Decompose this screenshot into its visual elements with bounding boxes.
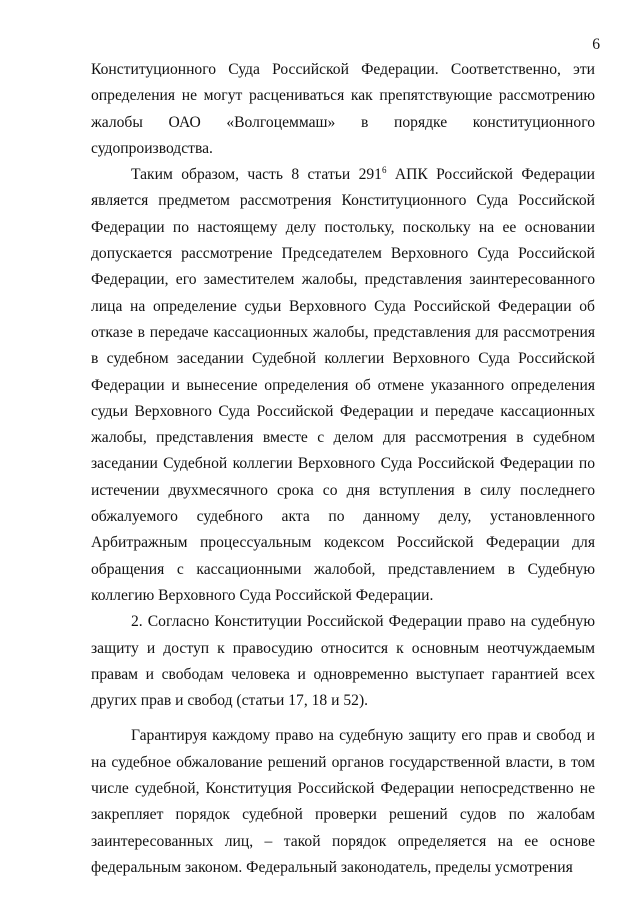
article-superscript: 6 — [381, 165, 387, 175]
page-number: 6 — [592, 36, 600, 53]
paragraph-4: Гарантируя каждому право на судебную защиту его прав и свобод и на судебное обжалование решений органов государственной власти, в том числе судебной, Конституция Российской Федерации непосредственно не закрепляет порядок судебной проверки решений судов по жалобам заинтересованных лиц, – такой порядок определяется на ее основе федеральным законом. Федеральный законодатель, пределы усмотрения — [91, 727, 595, 876]
paragraph-2 — [91, 162, 595, 609]
paragraph-3: 2. Согласно Конституции Российской Федерации право на судебную защиту и доступ к правосудию относится к основным неотчуждаемым правам и свободам человека и одновременно выступает гарантией всех других прав и свобод (статьи 17, 18 и 52). — [91, 613, 595, 710]
document-body — [91, 57, 595, 881]
paragraph-2-rest: АПК Российской Федерации является предметом рассмотрения Конституционного Суда Российской Федерации по настоящему делу постольку, поскольку на ее основании допускается рассмотрение Председателем Верховного Суда Российской Федерации, его заместителем жалобы, представления заинтересованного лица на определение судьи Верховного Суда Российской Федерации об отказе в передаче кассационных жалобы, представления для рассмотрения в судебном заседании Судебной коллегии Верховного Суда Российской Федерации и вынесение определения об отмене указанного определения судьи Верховного Суда Российской Федерации и передаче кассационных жалобы, представления вместе с делом для рассмотрения в судебном заседании Судебной коллегии Верховного Суда Российской Федерации по истечении двухмесячного срока со дня вступления в силу последнего обжалуемого судебного акта по данному делу, установленного Арбитражным процессуальным кодексом Российской Федерации для обращения с кассационными жалобой, представлением в Судебную коллегию Верховного Суда Российской Федерации. — [91, 166, 595, 604]
paragraph-2-start: Таким образом, часть 8 статьи 291 — [131, 166, 382, 184]
paragraph-1: Конституционного Суда Российской Федерации. Соответственно, эти определения не могут расцениваться как препятствующие рассмотрению жалобы ОАО «Волгоцеммаш» в порядке конституционного судопроизводства. — [91, 61, 595, 157]
